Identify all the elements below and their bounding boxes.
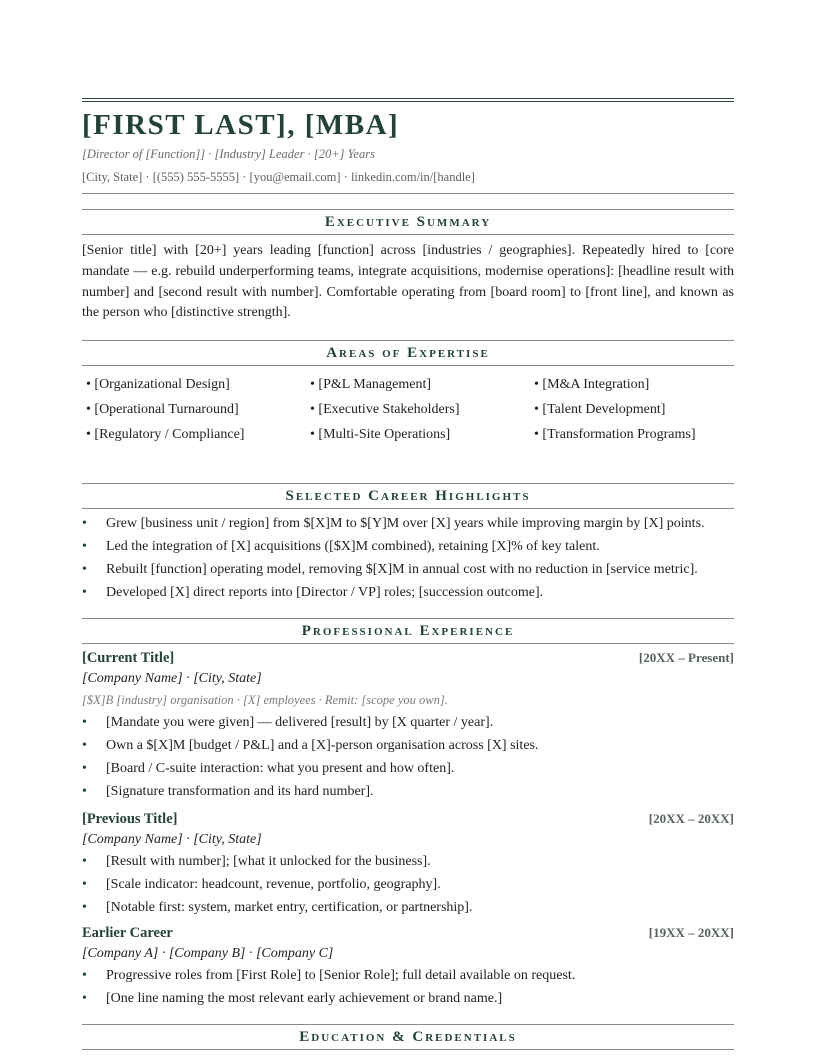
job-entry-previous bbox=[82, 809, 734, 919]
expertise-item: • [Multi-Site Operations] bbox=[310, 427, 451, 443]
summary-text: [Senior title] with [20+] years leading [function] across [industries / geographies]. Repeatedly hired to [core mandate — e.g. rebuild underperforming teams, integrate acquisitions, modernise operations]: [headline result with number] and [second result with number]. Comfortable operating from [board room] to [front line], and known as the person who [distinctive strength]. bbox=[82, 243, 734, 321]
expertise-item: • [Transformation Programs] bbox=[534, 427, 696, 443]
job-bullets bbox=[82, 964, 734, 1010]
job-company: [Company A] · [Company B] · [Company C] bbox=[82, 946, 334, 962]
candidate-name: [FIRST LAST], [MBA] bbox=[82, 109, 400, 141]
job-bullet: • [Scale indicator: headcount, revenue, portfolio, geography]. bbox=[82, 873, 734, 896]
job-bullet: • Progressive roles from [First Role] to [Senior Role]; full detail available on request. bbox=[82, 964, 734, 987]
job-bullet: • [Mandate you were given] — delivered [result] by [X quarter / year]. bbox=[82, 711, 734, 734]
job-bullet: • [Board / C-suite interaction: what you present and how often]. bbox=[82, 757, 734, 780]
job-bullet: • [Signature transformation and its hard number]. bbox=[82, 780, 734, 803]
job-company: [Company Name] · [City, State] bbox=[82, 832, 262, 848]
job-bullets bbox=[82, 850, 734, 919]
job-dates: [20XX – Present] bbox=[638, 650, 734, 666]
section-heading-summary: Executive Summary bbox=[82, 209, 734, 235]
resume-content bbox=[82, 98, 734, 1050]
job-bullet: • [Notable first: system, market entry, certification, or partnership]. bbox=[82, 896, 734, 919]
job-entry-earlier bbox=[82, 923, 734, 1010]
job-header bbox=[82, 809, 734, 829]
highlights-list bbox=[82, 512, 734, 604]
highlight-item: • Rebuilt [function] operating model, removing $[X]M in annual cost with no reduction in [service metric]. bbox=[82, 558, 734, 581]
job-bullet: • [One line naming the most relevant early achievement or brand name.] bbox=[82, 987, 734, 1010]
job-dates: [19XX – 20XX] bbox=[648, 925, 734, 941]
header-top-rule bbox=[82, 98, 734, 102]
expertise-grid bbox=[82, 372, 734, 447]
job-dates: [20XX – 20XX] bbox=[648, 811, 734, 827]
highlight-item: • Developed [X] direct reports into [Director / VP] roles; [succession outcome]. bbox=[82, 581, 734, 604]
header-divider bbox=[82, 193, 734, 194]
expertise-item: • [Regulatory / Compliance] bbox=[86, 427, 245, 443]
job-header bbox=[82, 923, 734, 943]
expertise-item: • [Talent Development] bbox=[534, 402, 666, 418]
expertise-item: • [P&L Management] bbox=[310, 377, 432, 393]
expertise-item: • [Operational Turnaround] bbox=[86, 402, 239, 418]
job-scope: [$X]B [industry] organisation · [X] employees · Remit: [scope you own]. bbox=[82, 693, 448, 708]
job-title: [Previous Title] bbox=[82, 811, 178, 828]
job-entry-current bbox=[82, 648, 734, 803]
job-bullet: • [Result with number]; [what it unlocked for the business]. bbox=[82, 850, 734, 873]
section-heading-experience: Professional Experience bbox=[82, 618, 734, 644]
expertise-item: • [Executive Stakeholders] bbox=[310, 402, 460, 418]
job-bullets bbox=[82, 711, 734, 803]
job-company: [Company Name] · [City, State] bbox=[82, 671, 262, 687]
highlight-item: • Grew [business unit / region] from $[X]M to $[Y]M over [X] years while improving margin by [X] points. bbox=[82, 512, 734, 535]
expertise-item: • [Organizational Design] bbox=[86, 377, 230, 393]
job-header bbox=[82, 648, 734, 668]
contact-line: [City, State] · [(555) 555-5555] · [you@email.com] · linkedin.com/in/[handle] bbox=[82, 170, 475, 184]
job-bullet: • Own a $[X]M [budget / P&L] and a [X]-person organisation across [X] sites. bbox=[82, 734, 734, 757]
highlight-item: • Led the integration of [X] acquisitions ([$X]M combined), retaining [X]% of key talent. bbox=[82, 535, 734, 558]
job-title: Earlier Career bbox=[82, 925, 173, 942]
candidate-tagline: [Director of [Function]] · [Industry] Leader · [20+] Years bbox=[82, 147, 375, 161]
section-heading-education: Education & Credentials bbox=[82, 1024, 734, 1050]
section-heading-highlights: Selected Career Highlights bbox=[82, 483, 734, 509]
section-heading-expertise: Areas of Expertise bbox=[82, 340, 734, 366]
job-title: [Current Title] bbox=[82, 650, 175, 667]
expertise-item: • [M&A Integration] bbox=[534, 377, 650, 393]
